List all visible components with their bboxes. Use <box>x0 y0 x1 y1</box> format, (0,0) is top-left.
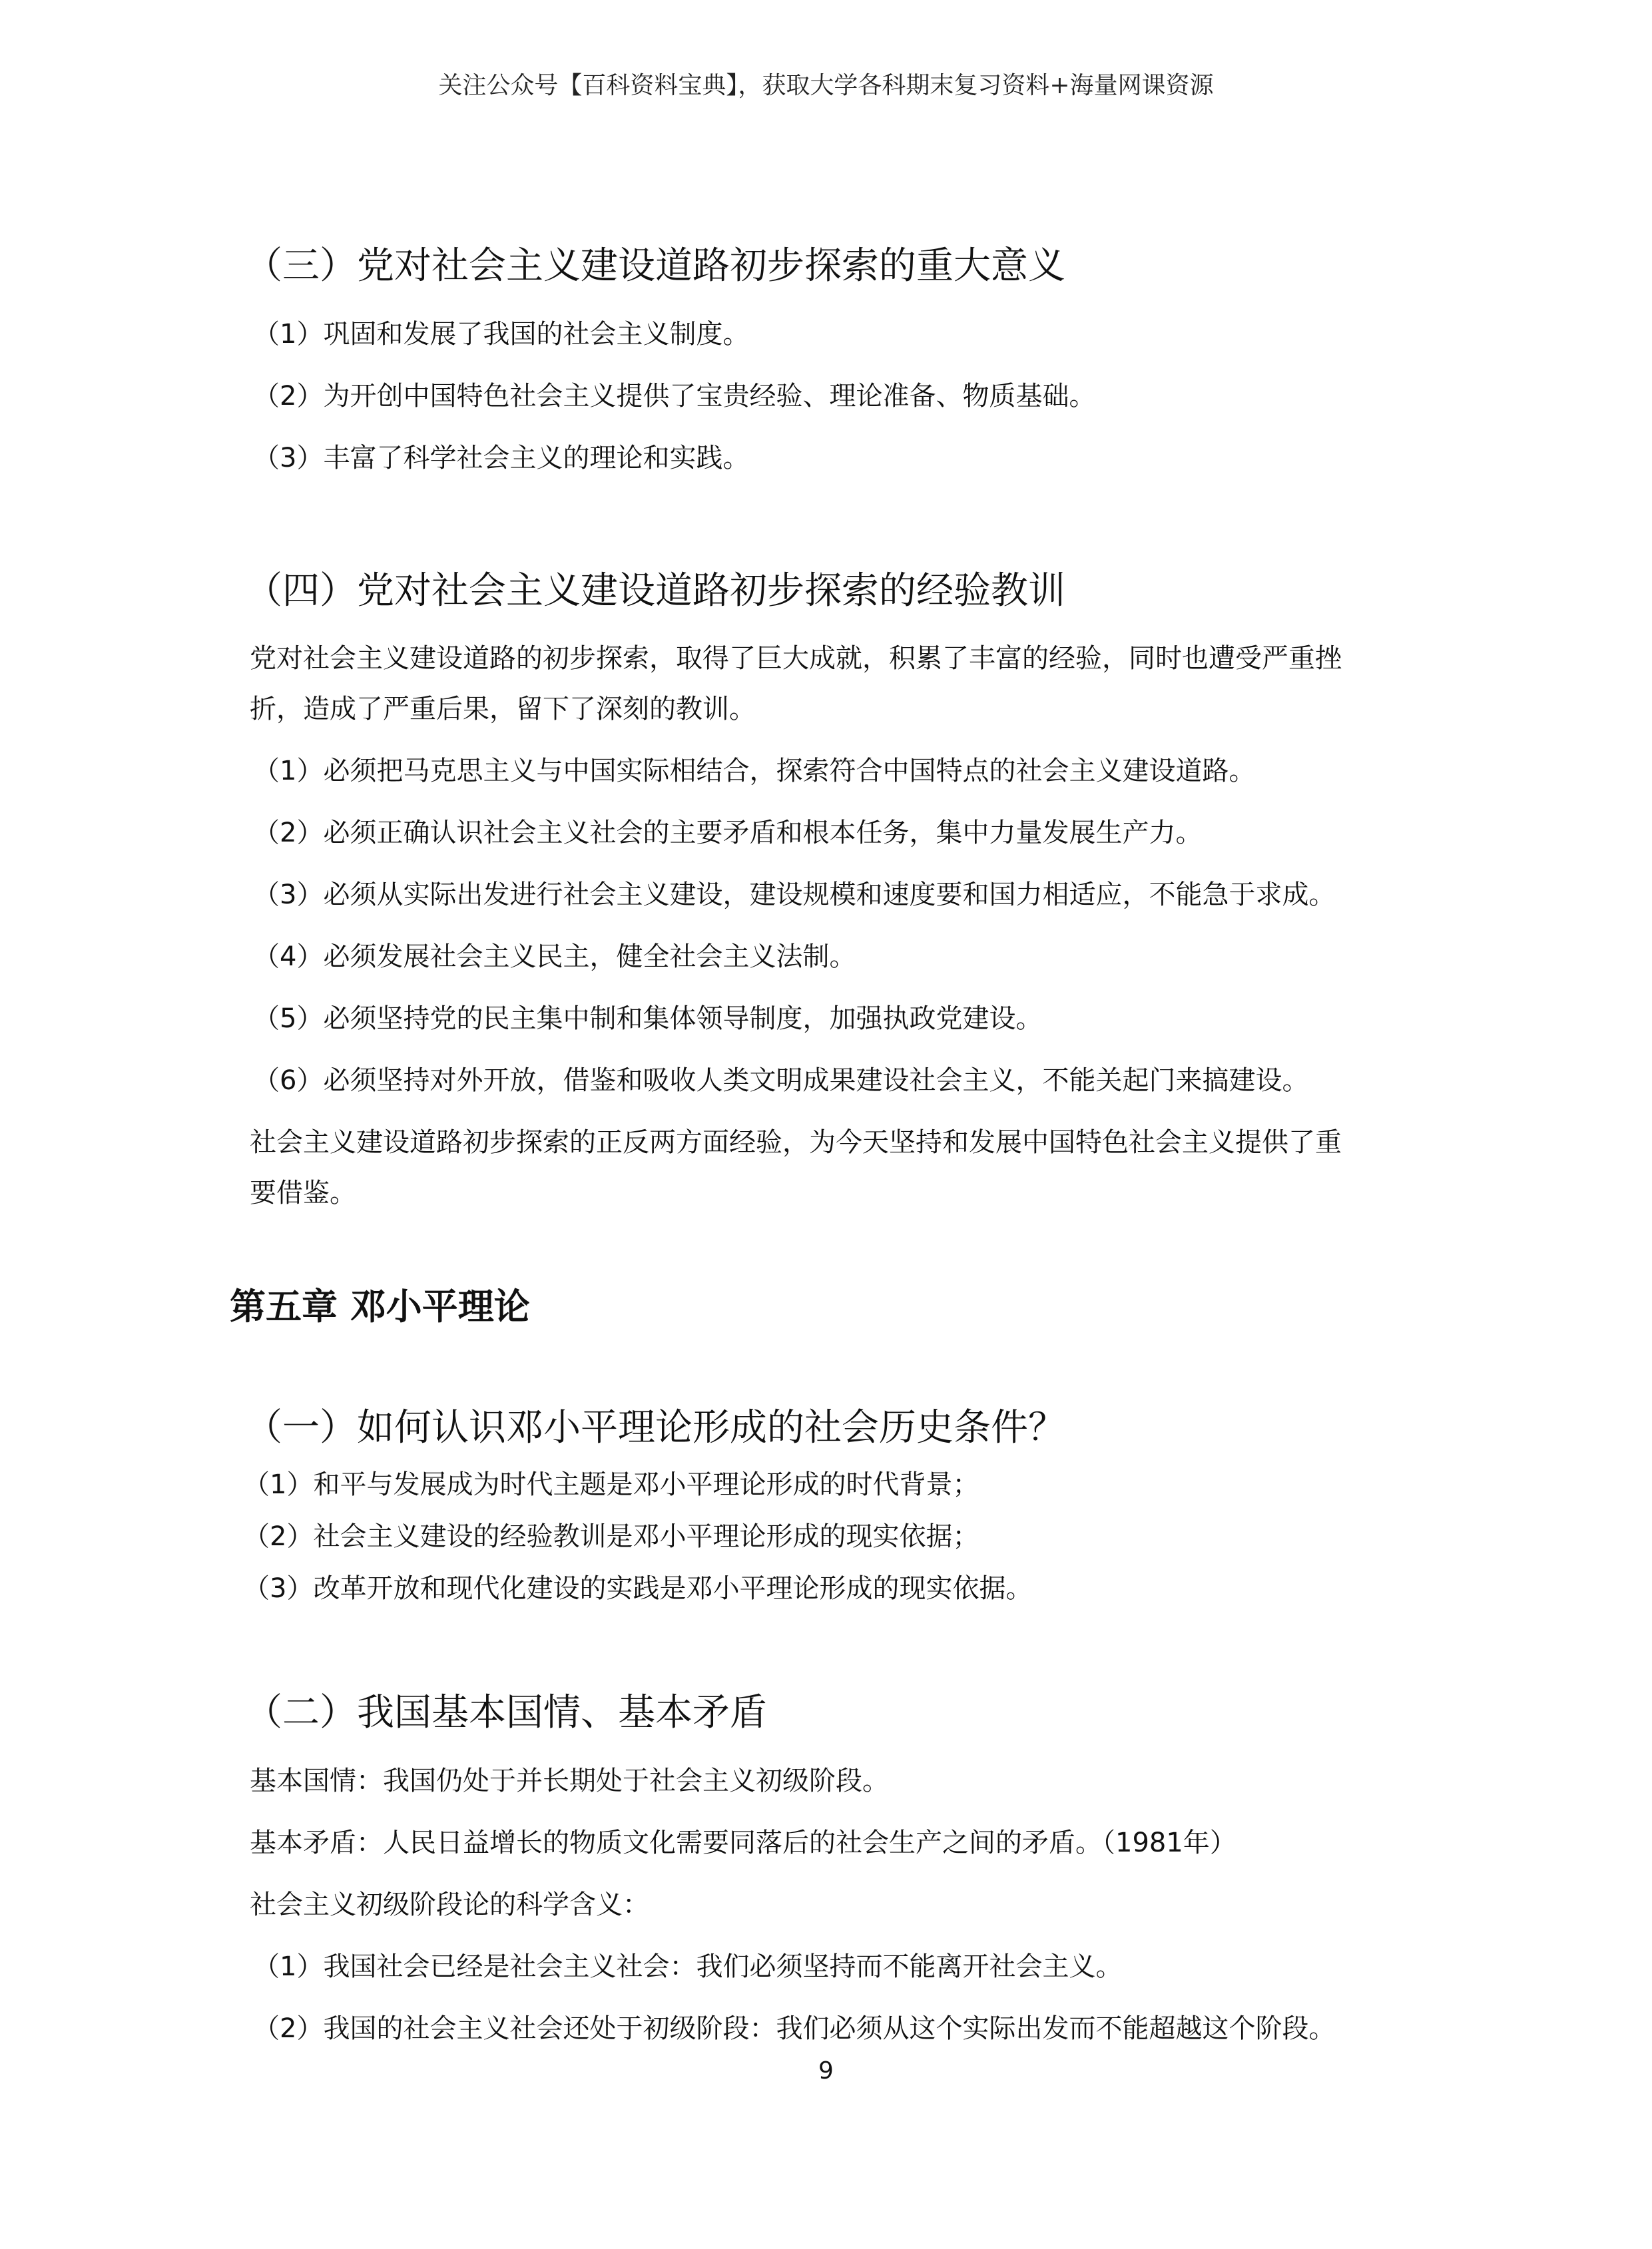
chapter-5-section-2-item-1: （1）我国社会已经是社会主义社会：我们必须坚持而不能离开社会主义。 <box>253 1951 1123 1982</box>
section-4-intro-line-2: 折，造成了严重后果，留下了深刻的教训。 <box>250 694 756 724</box>
page-header: 关注公众号【百科资料宝典】，获取大学各科期末复习资料+海量网课资源 <box>438 72 1214 99</box>
section-4-item-4: （4）必须发展社会主义民主，健全社会主义法制。 <box>253 941 856 972</box>
page-number: 9 <box>818 2057 834 2085</box>
chapter-5-section-1-item-1: （1）和平与发展成为时代主题是邓小平理论形成的时代背景； <box>243 1469 979 1500</box>
section-4-outro-line-1: 社会主义建设道路初步探索的正反两方面经验，为今天坚持和发展中国特色社会主义提供了重 <box>250 1127 1342 1158</box>
chapter-title: 第五章 邓小平理论 <box>230 1286 530 1328</box>
chapter-5-section-1-title: （一）如何认识邓小平理论形成的社会历史条件？ <box>245 1406 1065 1449</box>
chapter-5-section-2-item-2: （2）我国的社会主义社会还处于初级阶段：我们必须从这个实际出发而不能超越这个阶段。 <box>253 2013 1336 2044</box>
section-4-item-2: （2）必须正确认识社会主义社会的主要矛盾和根本任务，集中力量发展生产力。 <box>253 818 1203 848</box>
scientific-meaning-line: 社会主义初级阶段论的科学含义： <box>250 1889 649 1920</box>
section-4-item-3: （3）必须从实际出发进行社会主义建设，建设规模和速度要和国力相适应，不能急于求成。 <box>253 879 1336 910</box>
section-4-item-1: （1）必须把马克思主义与中国实际相结合，探索符合中国特点的社会主义建设道路。 <box>253 756 1256 786</box>
section-4-item-5: （5）必须坚持党的民主集中制和集体领导制度，加强执政党建设。 <box>253 1003 1043 1034</box>
basic-condition-line: 基本国情：我国仍处于并长期处于社会主义初级阶段。 <box>250 1766 889 1796</box>
section-4-outro-line-2: 要借鉴。 <box>250 1178 356 1208</box>
section-3-item-1: （1）巩固和发展了我国的社会主义制度。 <box>253 319 750 350</box>
chapter-5-section-1-item-2: （2）社会主义建设的经验教训是邓小平理论形成的现实依据； <box>243 1521 979 1552</box>
section-3-item-2: （2）为开创中国特色社会主义提供了宝贵经验、理论准备、物质基础。 <box>253 381 1096 411</box>
chapter-5-section-1-item-3: （3）改革开放和现代化建设的实践是邓小平理论形成的现实依据。 <box>243 1573 1033 1604</box>
section-4-intro-line-1: 党对社会主义建设道路的初步探索，取得了巨大成就，积累了丰富的经验，同时也遭受严重挫 <box>250 643 1342 674</box>
chapter-5-section-2-title: （二）我国基本国情、基本矛盾 <box>245 1691 767 1734</box>
section-3-title: （三）党对社会主义建设道路初步探索的重大意义 <box>245 244 1065 288</box>
section-4-title: （四）党对社会主义建设道路初步探索的经验教训 <box>245 569 1065 613</box>
basic-contradiction-line: 基本矛盾：人民日益增长的物质文化需要同落后的社会生产之间的矛盾。（1981年） <box>250 1828 1237 1858</box>
section-3-item-3: （3）丰富了科学社会主义的理论和实践。 <box>253 443 750 473</box>
section-4-item-6: （6）必须坚持对外开放，借鉴和吸收人类文明成果建设社会主义，不能关起门来搞建设。 <box>253 1065 1309 1096</box>
